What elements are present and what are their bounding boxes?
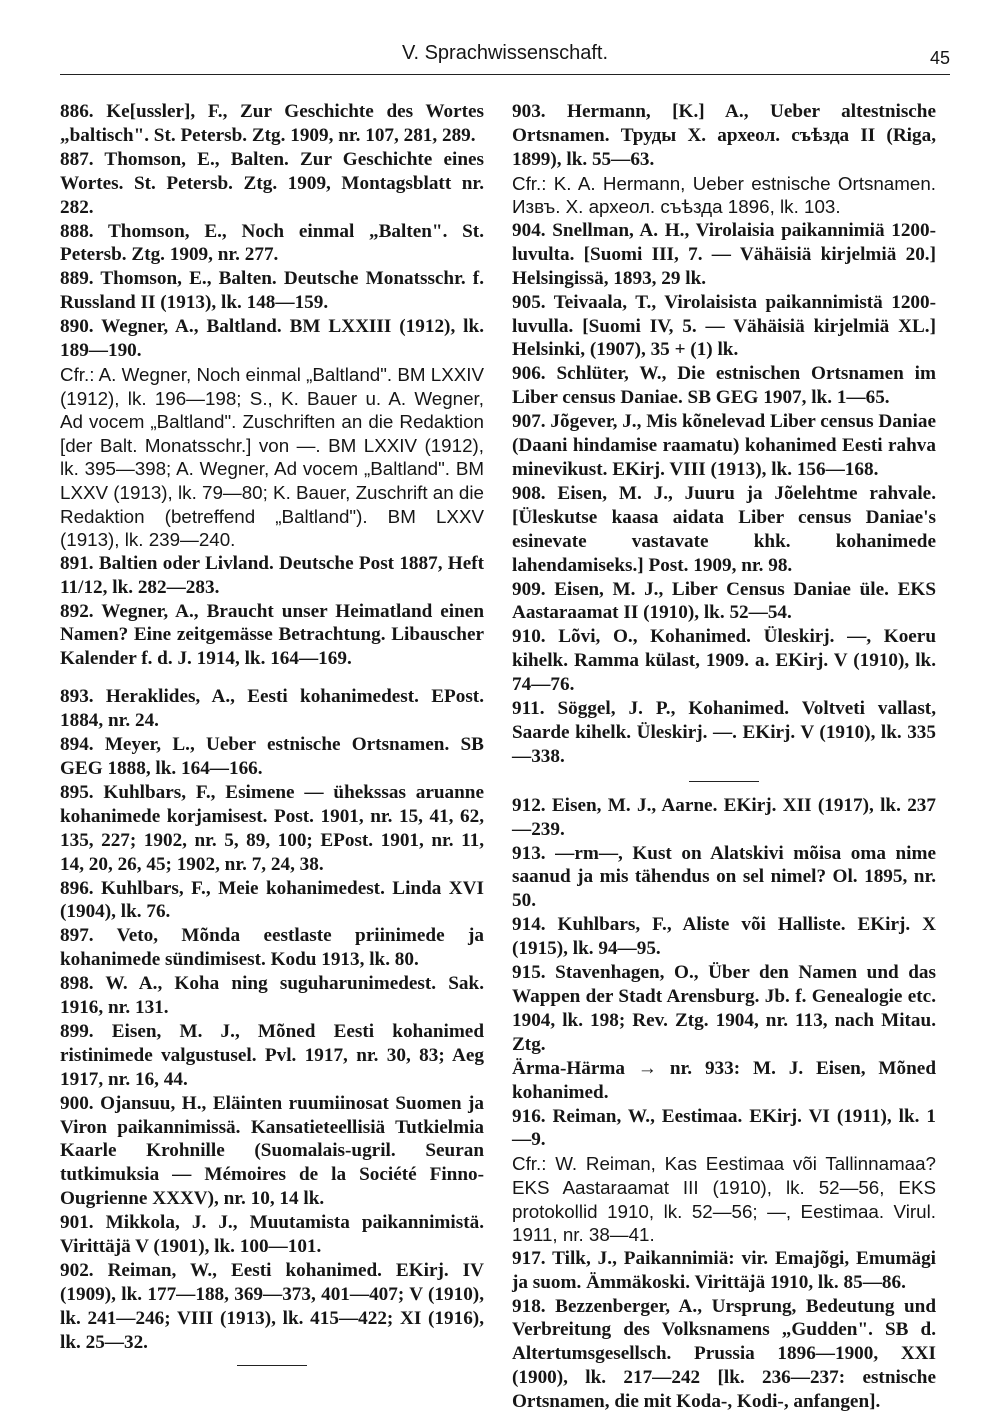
entry-907: 907. Jõgever, J., Mis kõnelevad Liber census Daniae (Daani hindamise raamatu) kohanimed Eesti rahva minevikust. EKirj. VIII (1913), lk. 156—168. xyxy=(512,411,936,480)
entry-913: 913. —rm—, Kust on Alatskivi mõisa oma nime saanud ja mis tähendus on sel nimel? Ol. 1895, nr. 50. xyxy=(512,842,936,912)
section-separator xyxy=(689,781,759,782)
entry-906: 906. Schlüter, W., Die estnischen Ortsnamen im Liber census Daniae. SB GEG 1907, lk. 1—65. xyxy=(512,363,936,409)
entry-902: 902. Reiman, W., Eesti kohanimed. EKirj. IV (1909), lk. 177—188, 369—373, 401—407; V (1910), lk. 241—246; VIII (1913), lk. 415—422; XI (1916), lk. 25—32. xyxy=(60,1260,484,1353)
entry-911: 911. Söggel, J. P., Kohanimed. Voltveti vallast, Saarde kihelk. Üleskirj. —. EKirj. V (1910), lk. 335—338. xyxy=(512,698,936,767)
entry-891: 891. Baltien oder Livland. Deutsche Post 1887, Heft 11/12, lk. 282—283. xyxy=(60,552,484,598)
entry-916: 916. Reiman, W., Eestimaa. EKirj. VI (1911), lk. 1—9. xyxy=(512,1105,936,1151)
section-end-rule xyxy=(237,1365,307,1366)
entry-909: 909. Eisen, M. J., Liber Census Daniae üle. EKS Aastaraamat II (1910), lk. 52—54. xyxy=(512,578,936,624)
header-rule xyxy=(60,74,950,75)
entry-895: 895. Kuhlbars, F., Esimene — ühekssas aruanne kohanimede korjamisest. Post. 1901, nr. 15, 41, 62, 135, 227; 1902, nr. 5, 89, 100; EPost. 1901, nr. 11, 14, 20, 26, 45; 1902, nr. 7, 24, 38. xyxy=(60,781,484,875)
entry-898: 898. W. A., Koha ning suguharunimedest. Sak. 1916, nr. 131. xyxy=(60,973,484,1019)
entry-894: 894. Meyer, L., Ueber estnische Ortsnamen. SB GEG 1888, lk. 164—166. xyxy=(60,734,484,779)
running-header xyxy=(60,34,950,74)
entry-892: 892. Wegner, A., Braucht unser Heimatland einen Namen? Eine zeitgemässe Betrachtung. Libauscher Kalender f. d. J. 1914, lk. 164—169. xyxy=(60,600,484,670)
entry-900: 900. Ojansuu, H., Eläinten ruumiinosat Suomen ja Viron paikannimissä. Kansatieteellisiä Tutkielmia Kaarle Krohnille (Suomalais-ugril. Seuran tutkimuksia — Mémoires de la Société Finno-Ougrienne XXXV), nr. 10, 14 lk. xyxy=(60,1092,484,1210)
entry-886: 886. Ke[ussler], F., Zur Geschichte des Wortes „baltisch". St. Petersb. Ztg. 1909, nr. 107, 281, 289. xyxy=(60,101,484,146)
entry-916-cfr: Cfr.: W. Reiman, Kas Eestimaa või Tallinnamaa? EKS Aastaraamat III (1910), lk. 52—56, EKS protokollid 1910, lk. 52—56; —, Eestimaa. Virul. 1911, nr. 38—41. xyxy=(512,1153,936,1246)
entry-903-cfr: Cfr.: K. A. Hermann, Ueber estnische Ortsnamen. Извъ. Х. археол. съѣзда 1896, lk. 103. xyxy=(512,172,936,218)
entry-890-cfr: Cfr.: A. Wegner, Noch einmal „Baltland". BM LXXIV (1912), lk. 196—198; S., K. Bauer u. A. Wegner, Ad vocem „Baltland". Zuschriften an die Redaktion [der Balt. Monatsschr.] von —. BM LXXIV (1912), lk. 395—398; A. Wegner, Ad vocem „Baltland". BM LXXV (1913), lk. 79—80; K. Bauer, Zuschrift an die Redaktion (betreffend „Baltland"). BM LXXV (1913), lk. 239—240. xyxy=(60,363,484,551)
entry-914: 914. Kuhlbars, F., Aliste või Halliste. EKirj. X (1915), lk. 94—95. xyxy=(512,914,936,960)
entry-901: 901. Mikkola, J. J., Muutamista paikannimistä. Virittäjä V (1901), lk. 100—101. xyxy=(60,1212,484,1258)
entry-904: 904. Snellman, A. H., Virolaisia paikannimiä 1200-luvulta. [Suomi III, 7. — Vähäisiä kirjelmiä 20.] Helsingissä, 1893, 29 lk. xyxy=(512,219,936,289)
left-column xyxy=(60,100,484,1378)
entry-889: 889. Thomson, E., Balten. Deutsche Monatsschr. f. Russland II (1913), lk. 148—159. xyxy=(60,268,484,314)
entry-918: 918. Bezzenberger, A., Ursprung, Bedeutung und Verbreitung des Volksnamens „Gudden". SB d. Altertumsgesellsch. Prussia 1896—1900, XXI (1900), lk. 217—242 [lk. 236—237: estnische Ortsnamen, die mit Koda-, Kodi-, anfangen]. xyxy=(512,1295,936,1413)
page-number: 45 xyxy=(929,48,950,68)
entry-897: 897. Veto, Mõnda eestlaste priinimede ja kohanimede sündimisest. Kodu 1913, lk. 80. xyxy=(60,925,484,971)
entry-905: 905. Teivaala, T., Virolaisista paikannimistä 1200-luvulla. [Suomi IV, 5. — Vähäisiä kirjelmiä XL.] Helsinki, (1907), 35 + (1) lk. xyxy=(512,291,936,361)
entry-887: 887. Thomson, E., Balten. Zur Geschichte eines Wortes. St. Petersb. Ztg. 1909, Montagsblatt nr. 282. xyxy=(60,148,484,218)
entry-915: 915. Stavenhagen, O., Über den Namen und das Wappen der Stadt Arensburg. Jb. f. Genealogie etc. 1904, lk. 198; Rev. Ztg. 1904, nr. 113, nach Mitau. Ztg. xyxy=(512,962,936,1055)
entry-903: 903. Hermann, [K.] A., Ueber altestnische Ortsnamen. Труды Х. археол. съѣзда II (Riga, 1899), lk. 55—63. xyxy=(512,101,936,170)
entry-899: 899. Eisen, M. J., Mõned Eesti kohanimed ristinimede valgustusel. Pvl. 1917, nr. 30, 83; Aeg 1917, nr. 16, 44. xyxy=(60,1020,484,1090)
section-title: V. Sprachwissenschaft. xyxy=(401,42,609,64)
entry-908: 908. Eisen, M. J., Juuru ja Jõelehtme rahvale. [Üleskutse kaasa aidata Liber census Daniae's esinevate vastavate khk. kohanimede lahendamiseks.] Post. 1909, nr. 98. xyxy=(512,482,936,576)
group-gap xyxy=(60,671,484,685)
entry-910: 910. Lõvi, O., Kohanimed. Üleskirj. —, Koeru kihelk. Ramma külast, 1909. a. EKirj. V (1910), lk. 74—76. xyxy=(512,626,936,696)
entry-893: 893. Heraklides, A., Eesti kohanimedest. EPost. 1884, nr. 24. xyxy=(60,686,484,732)
right-column xyxy=(512,100,936,1414)
entry-890: 890. Wegner, A., Baltland. BM LXXIII (1912), lk. 189—190. xyxy=(60,316,484,362)
entry-896: 896. Kuhlbars, F., Meie kohanimedest. Linda XVI (1904), lk. 76. xyxy=(60,877,484,923)
entry-912: 912. Eisen, M. J., Aarne. EKirj. XII (1917), lk. 237—239. xyxy=(512,794,936,840)
entry-917: 917. Tilk, J., Paikannimiä: vir. Emajõgi, Emumägi ja suom. Ämmäkoski. Virittäjä 1910, lk. 85—86. xyxy=(512,1247,936,1293)
entry-915-crossref: Ärma-Härma → nr. 933: M. J. Eisen, Mõned kohanimed. xyxy=(512,1057,936,1103)
entry-888: 888. Thomson, E., Noch einmal „Balten". St. Petersb. Ztg. 1909, nr. 277. xyxy=(60,220,484,266)
